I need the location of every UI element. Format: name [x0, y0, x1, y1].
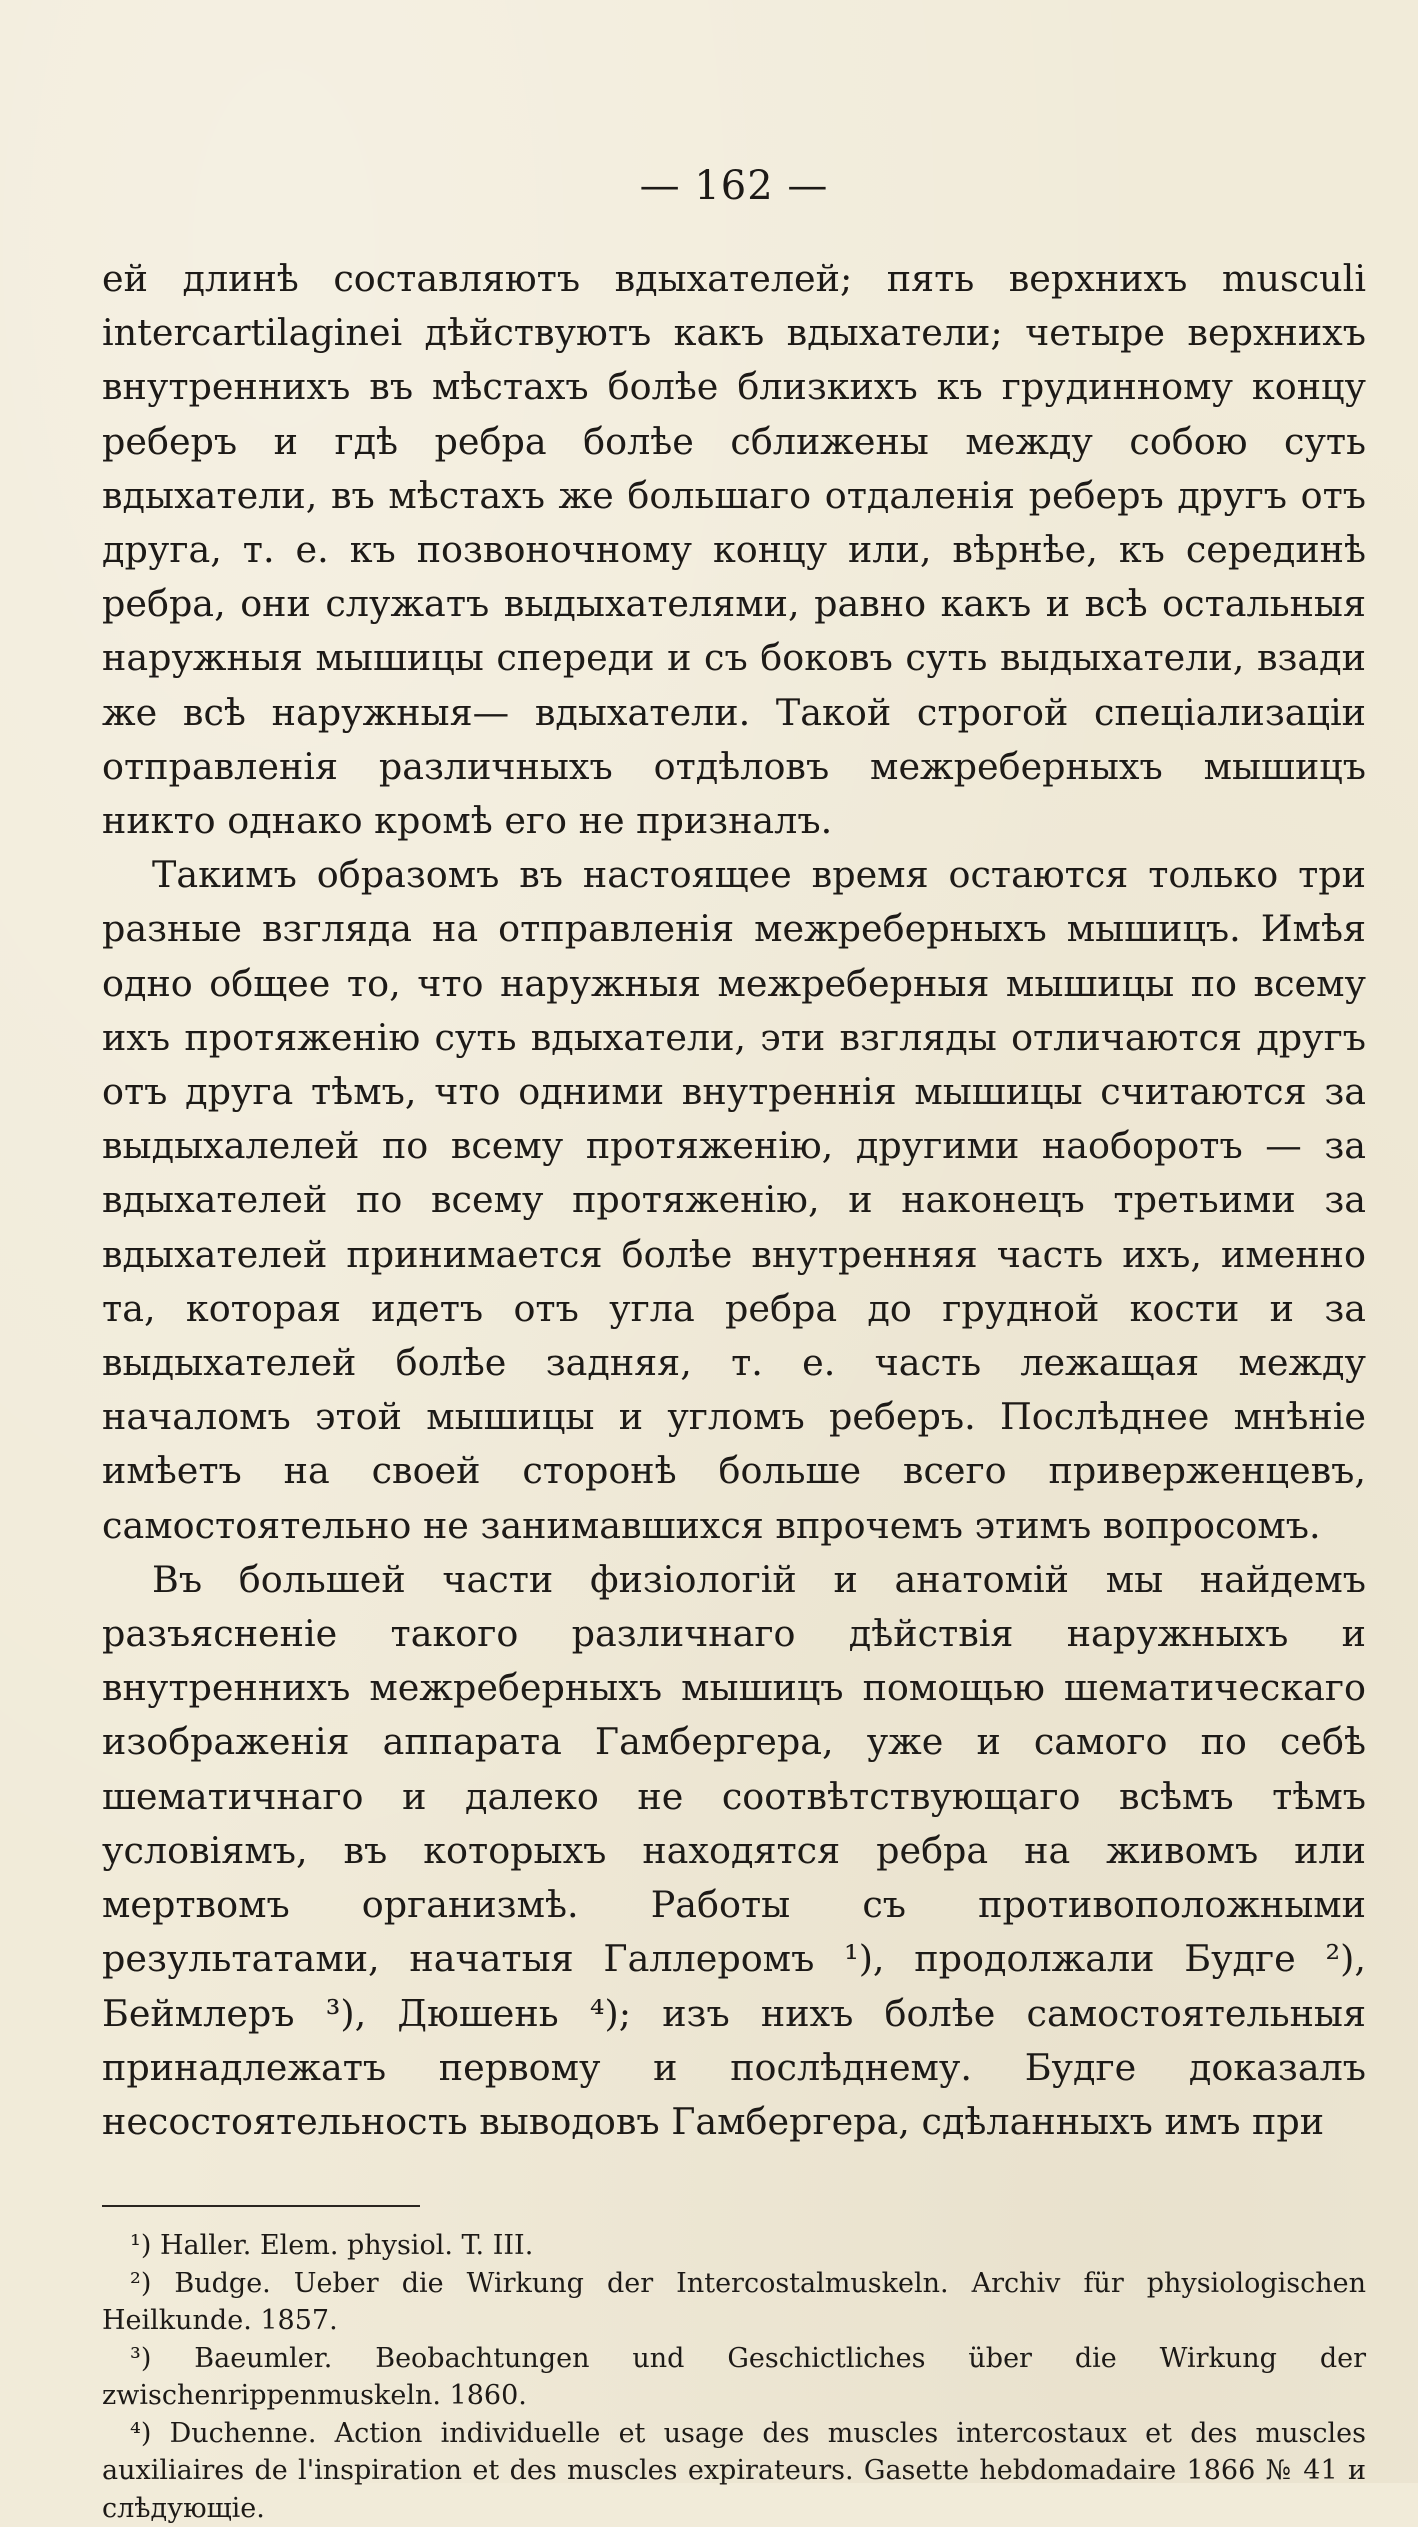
main-text — [102, 252, 1366, 2149]
footnote-3: ³) Baeumler. Beobachtungen und Geschictliches über die Wirkung der zwischenrippenmuskeln. 1860. — [102, 2342, 1366, 2412]
footnote-separator — [102, 2205, 420, 2207]
footnote-4: ⁴) Duchenne. Action individuelle et usage des muscles intercostaux et des muscles auxiliaires de l'inspiration et des muscles expirateurs. Gasette hebdomadaire 1866 № 41 и слѣдующіе. — [102, 2417, 1366, 2524]
paragraph-2: Такимъ образомъ въ настоящее время остаются только три разные взгляда на отправленія межреберныхъ мышицъ. Имѣя одно общее то, что наружныя межреберныя мышицы по всему ихъ протяженію суть вдыхатели, эти взгляды отличаются другъ отъ друга тѣмъ, что одними внутреннія мышицы считаются за выдыхалелей по всему протяженію, другими наоборотъ — за вдыхателей по всему протяженію, и наконецъ третьими за вдыхателей принимается болѣе внутренняя часть ихъ, именно та, которая идетъ отъ угла ребра до грудной кости и за выдыхателей болѣе задняя, т. е. часть лежащая между началомъ этой мышицы и угломъ реберъ. Послѣднее мнѣніе имѣетъ на своей сторонѣ больше всего приверженцевъ, самостоятельно не занимавшихся впрочемъ этимъ вопросомъ. — [102, 853, 1366, 1547]
paragraph-3: Въ большей части физіологій и анатомій мы найдемъ разъясненіе такого различнаго дѣйствія наружныхъ и внутреннихъ межреберныхъ мышицъ помощью шематическаго изображенія аппарата Гамбергера, уже и самого по себѣ шематичнаго и далеко не соотвѣтствующаго всѣмъ тѣмъ условіямъ, въ которыхъ находятся ребра на живомъ или мертвомъ организмѣ. Работы съ противоположными результатами, начатыя Галлеромъ ¹), продолжали Будге ²), Беймлеръ ³), Дюшень ⁴); изъ нихъ болѣе самостоятельныя принадлежатъ первому и послѣднему. Будге доказалъ несостоятельность выводовъ Гамбергера, сдѣланныхъ имъ при — [102, 1557, 1366, 2143]
footnote-1: ¹) Haller. Elem. physiol. T. III. — [130, 2230, 534, 2262]
footnote-2: ²) Budge. Ueber die Wirkung der Intercostalmuskeln. Archiv für physiologischen Heilkunde. 1857. — [102, 2267, 1366, 2337]
page-number: — 162 — — [639, 163, 829, 209]
paragraph-1: ей длинѣ составляютъ вдыхателей; пять верхнихъ musculi intercartilaginei дѣйствуютъ какъ вдыхатели; четыре верхнихъ внутреннихъ въ мѣстахъ болѣе близкихъ къ грудинному концу реберъ и гдѣ ребра болѣе сближены между собою суть вдыхатели, въ мѣстахъ же большаго отдаленія реберъ другъ отъ друга, т. е. къ позвоночному концу или, вѣрнѣе, къ серединѣ ребра, они служатъ выдыхателями, равно какъ и всѣ остальныя наружныя мышицы спереди и съ боковъ суть выдыхатели, взади же всѣ наружныя— вдыхатели. Такой строгой спеціализаціи отправленія различныхъ отдѣловъ межреберныхъ мышицъ никто однако кромѣ его не призналъ. — [102, 257, 1366, 843]
footnotes — [102, 2227, 1366, 2527]
